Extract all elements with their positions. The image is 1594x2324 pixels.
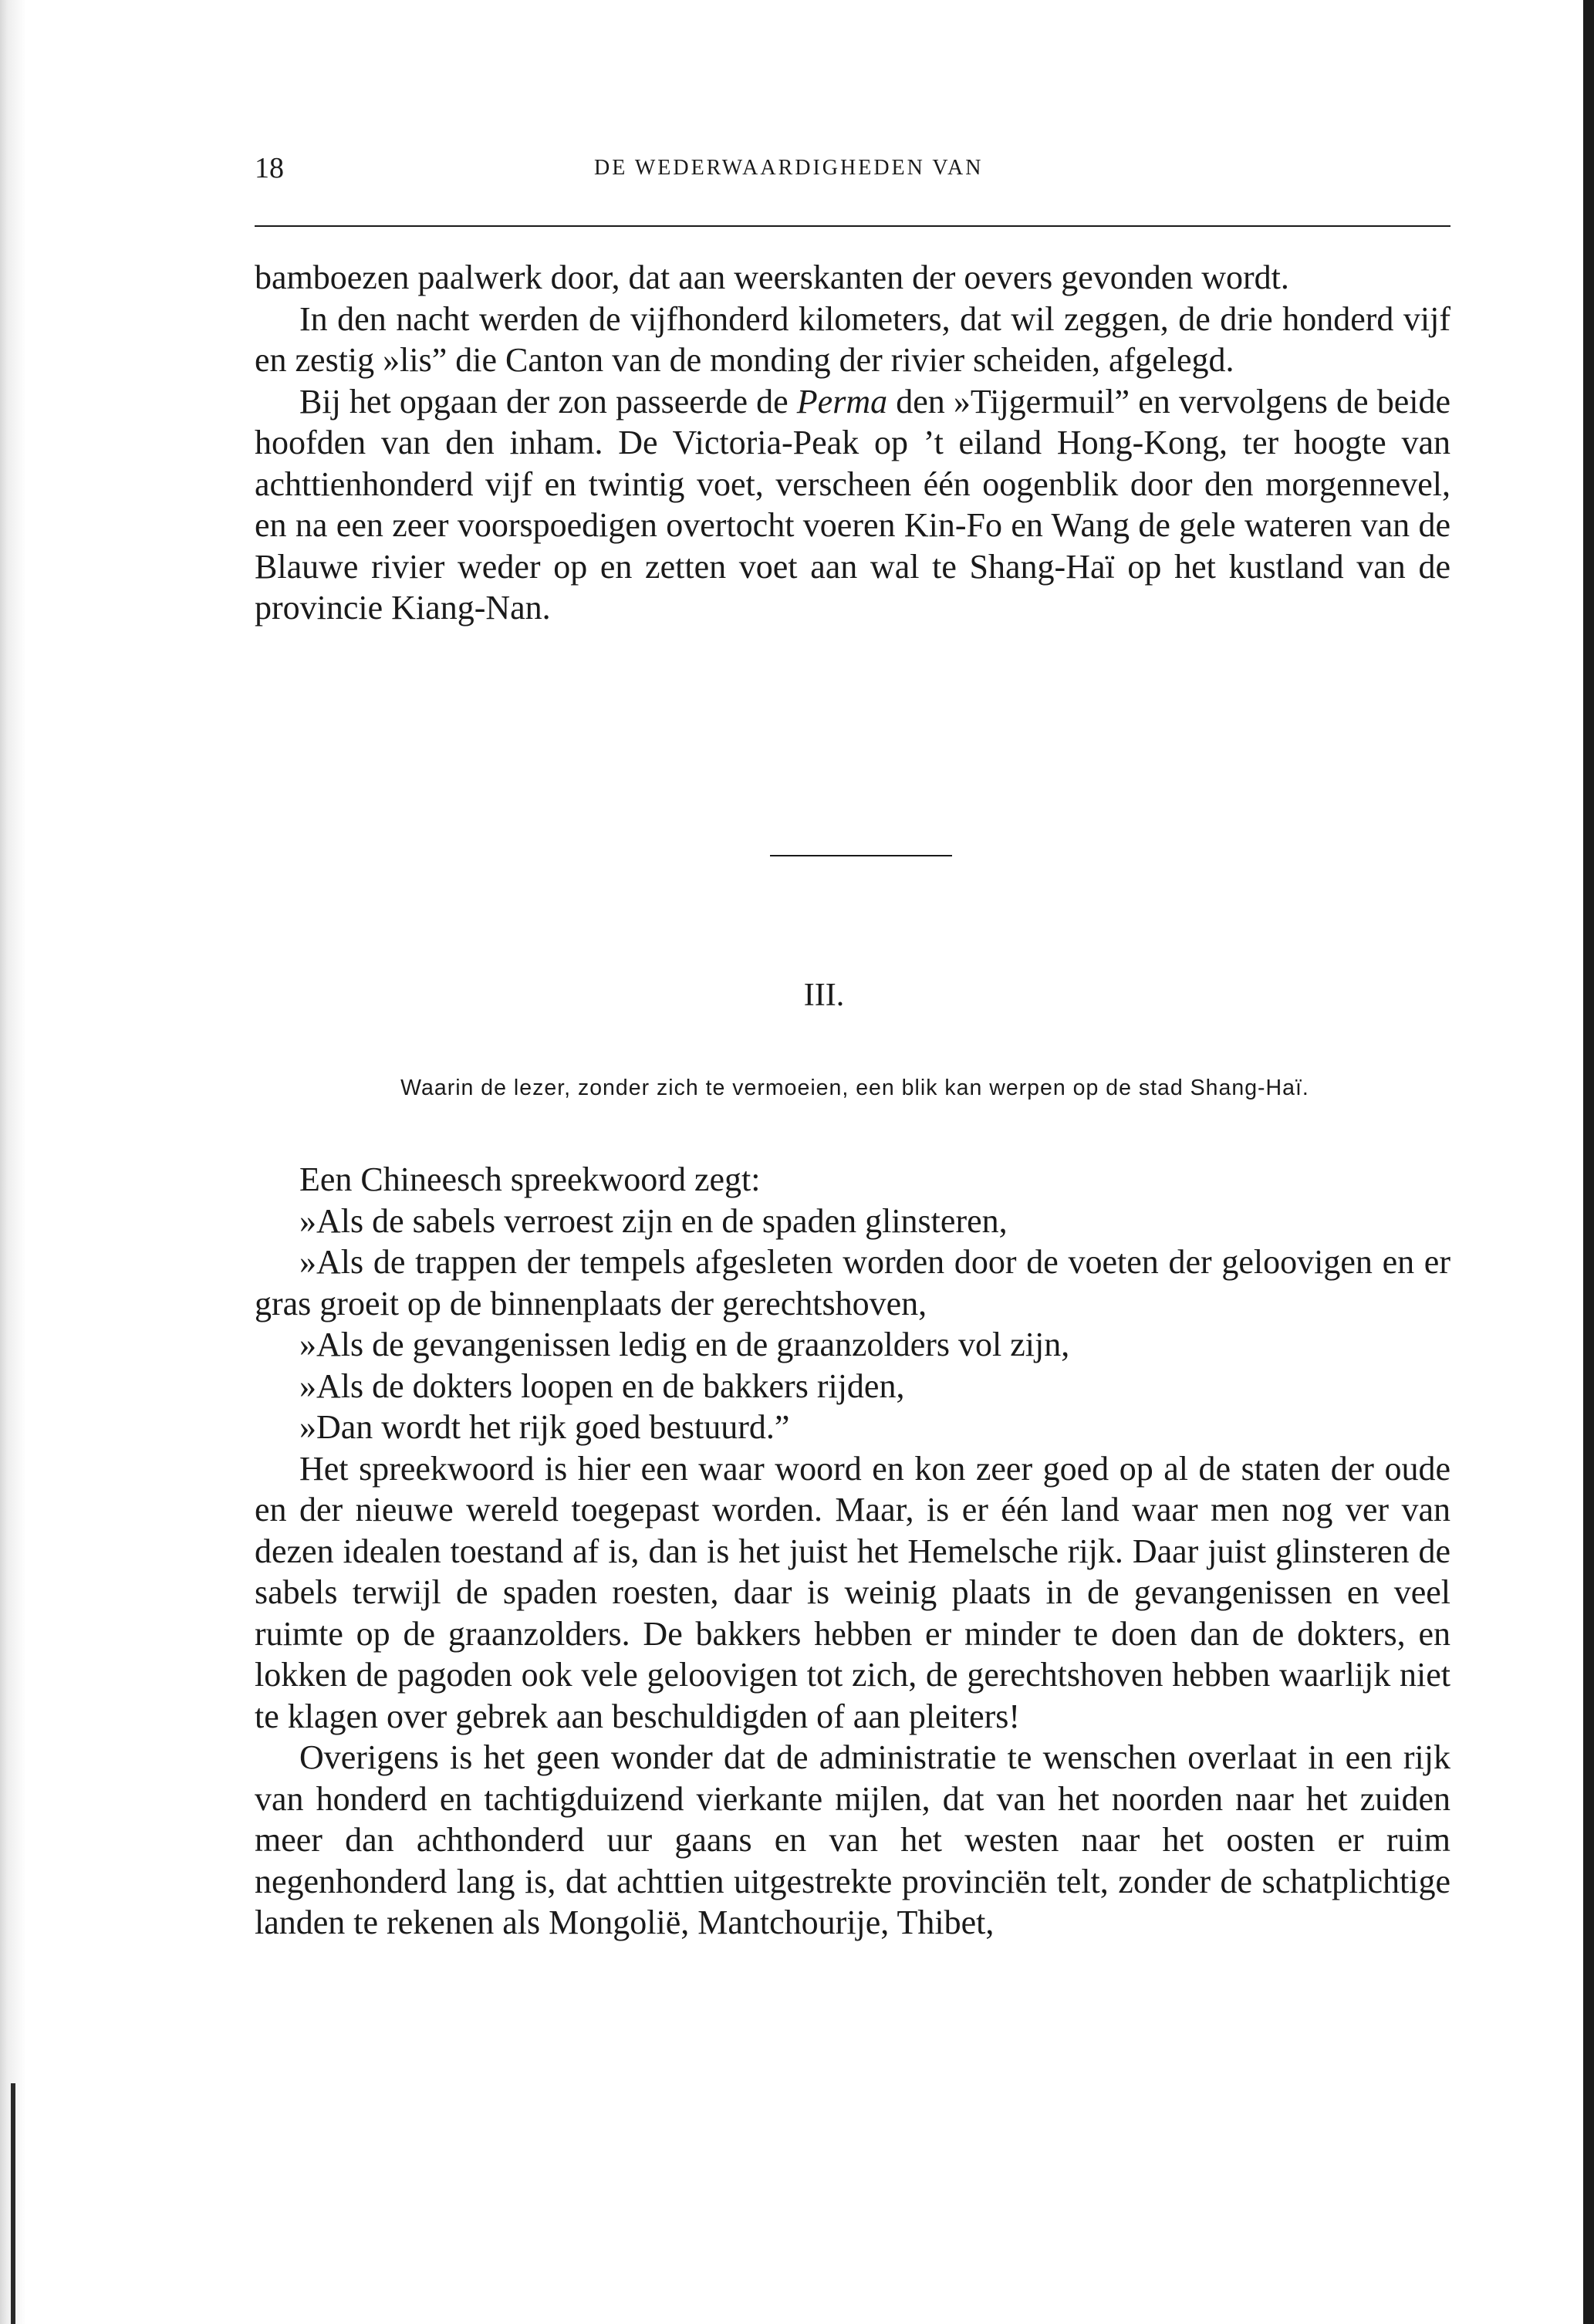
paragraph-night-journey: In den nacht werden de vijfhonderd kilometers, dat wil zeggen, de drie honderd vijf en zestig »lis” die Canton van de monding der rivier scheiden, afgelegd. (255, 299, 1450, 379)
proverb-line-5: »Dan wordt het rijk goed bestuurd.” (299, 1408, 790, 1446)
section-divider (770, 855, 952, 856)
paragraph-sunrise-start: Bij het opgaan der zon passeerde de (299, 382, 797, 421)
paragraph-continuation: bamboezen paalwerk door, dat aan weerskanten der oevers gevonden wordt. (255, 258, 1289, 296)
chapter-subtitle: Waarin de lezer, zonder zich te vermoeien, een blik kan werpen op de stad Shang-Haï. (400, 1076, 1309, 1100)
page-number: 18 (255, 152, 284, 184)
paragraph-proverb-commentary: Het spreekwoord is hier een waar woord en kon zeer goed op al de staten der oude en der nieuwe wereld toegepast worden. Maar, is er één land waar men nog ver van dezen idealen toestand af is, dan is het juist het Hemelsche rijk. Daar juist glinsteren de sabels terwijl de spaden roesten, daar is weinig plaats in de gevangenissen en veel ruimte op de graanzolders. De bakkers hebben er minder te doen dan de dokters, en lokken de pagoden ook vele geloovigen tot zich, de gerechtshoven hebben waarlijk niet te klagen over gebrek aan beschuldigden of aan pleiters! (255, 1449, 1450, 1735)
proverb-intro: Een Chineesch spreekwoord zegt: (299, 1160, 761, 1198)
proverb-line-2: »Als de trappen der tempels afgesleten worden door de voeten der geloovigen en er gras groeit op de binnenplaats der gerechtshoven, (255, 1243, 1450, 1322)
proverb-line-4: »Als de dokters loopen en de bakkers rijden, (299, 1366, 905, 1405)
proverb-line-3: »Als de gevangenissen ledig en de graanzolders vol zijn, (299, 1326, 1070, 1363)
header-rule (255, 225, 1450, 227)
bottom-text-block (255, 1159, 1450, 1944)
top-text-block (255, 257, 1450, 629)
running-title: DE WEDERWAARDIGHEDEN VAN (594, 156, 984, 180)
scan-edge-right (1583, 0, 1594, 2324)
ship-name: Perma (796, 382, 888, 421)
paragraph-sunrise-rest: den »Tijgermuil” en vervolgens de beide hoofden van den inham. De Victoria-Peak op ’t eiland Hong-Kong, ter hoogte van achttienhonderd vijf en twintig voet, verscheen één oogenblik door den morgennevel, en na een zeer voorspoedigen overtocht voeren Kin-Fo en Wang de gele wateren van de Blauwe rivier weder op en zetten voet aan wal te Shang-Haï op het kustland van de provincie Kiang-Nan. (255, 382, 1450, 627)
chapter-number: III. (803, 978, 845, 1013)
proverb-line-1: »Als de sabels verroest zijn en de spaden glinsteren, (299, 1201, 1008, 1240)
paragraph-sunrise (255, 381, 1450, 629)
scan-edge-left (0, 0, 26, 2324)
running-head (255, 151, 1450, 198)
paragraph-empire-size: Overigens is het geen wonder dat de administratie te wenschen overlaat in een rijk van honderd en tachtigduizend vierkante mijlen, dat van het noorden naar het zuiden meer dan achthonderd uur gaans en van het westen naar het oosten er ruim negenhonderd lang is, dat achttien uitgestrekte provinciën telt, zonder de schatplichtige landen te rekenen als Mongolië, Mantchourije, Thibet, (255, 1738, 1450, 1941)
